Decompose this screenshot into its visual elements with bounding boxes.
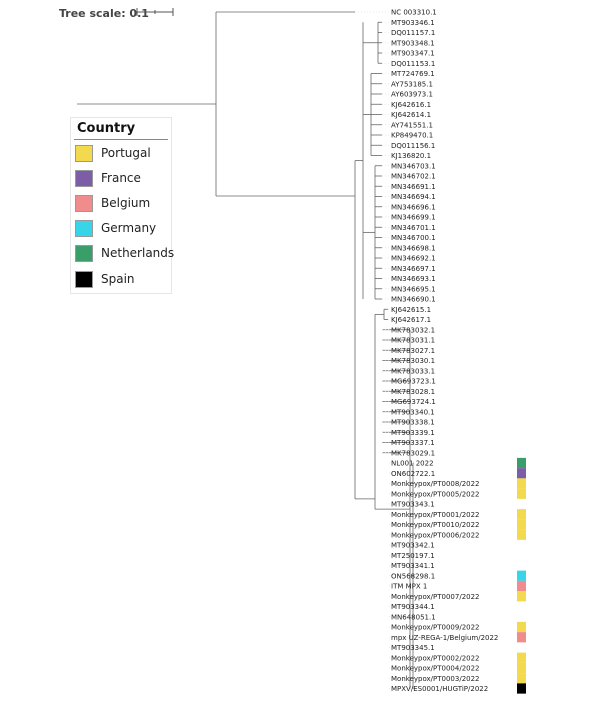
leaf-label: MN346693.1: [391, 275, 436, 283]
country-strip-cell: [517, 673, 526, 683]
legend-label-germany: Germany: [101, 221, 157, 235]
leaf-label: KJ642616.1: [391, 100, 432, 109]
leaf-label: MN346701.1: [391, 223, 436, 232]
legend-label-netherlands: Netherlands: [101, 246, 175, 260]
leaf-label: MN346699.1: [391, 213, 436, 222]
leaf-label: AY603973.1: [391, 90, 433, 99]
legend-divider: [74, 139, 168, 140]
leaf-label: MK783033.1: [391, 367, 436, 376]
leaf-label: DQ011153.1: [391, 59, 436, 68]
country-strip-cell: [517, 683, 526, 693]
legend-item-france: [75, 170, 171, 189]
leaf-label: MN346696.1: [391, 203, 436, 212]
country-strip-cell: [517, 622, 526, 632]
leaf-label: MG693724.1: [391, 398, 436, 406]
leaf-label: MT903346.1: [391, 18, 435, 27]
leaf-label: Monkeypox/PT0007/2022: [391, 592, 480, 601]
leaf-label: MT903340.1: [391, 408, 435, 417]
leaf-label: Monkeypox/PT0005/2022: [391, 490, 480, 499]
leaf-label: MK783029.1: [391, 449, 436, 458]
leaf-label: Monkeypox/PT0008/2022: [391, 480, 480, 488]
leaf-label: Monkeypox/PT0006/2022: [391, 531, 480, 540]
legend-label-spain: Spain: [101, 272, 135, 286]
leaf-label: MK783027.1: [391, 346, 436, 355]
leaf-label: mpx UZ-REGA-1/Belgium/2022: [391, 633, 499, 642]
leaf-label: MT903343.1: [391, 500, 435, 509]
leaf-label: MN346691.1: [391, 182, 436, 191]
legend-title: Country: [77, 121, 136, 136]
leaf-label: MN346702.1: [391, 172, 436, 181]
legend-swatch-portugal: [75, 145, 93, 162]
leaf-label: MG693723.1: [391, 377, 436, 386]
leaf-label: MT903348.1: [391, 39, 435, 48]
country-strip-cell: [517, 468, 526, 478]
leaf-label: Monkeypox/PT0004/2022: [391, 664, 480, 673]
leaf-label: MN346698.1: [391, 244, 436, 253]
leaf-label: MK783030.1: [391, 357, 436, 365]
leaf-label: MN346703.1: [391, 162, 436, 171]
leaf-label: MN648051.1: [391, 613, 436, 622]
leaf-labels: [391, 9, 498, 694]
leaf-label: DQ011157.1: [391, 29, 436, 37]
legend-label-france: France: [101, 171, 141, 185]
country-strip-cell: [517, 653, 526, 663]
leaf-label: MN346700.1: [391, 234, 436, 242]
leaf-label: MT903338.1: [391, 418, 435, 427]
legend-item-germany: [75, 220, 171, 239]
leaf-label: KJ642615.1: [391, 305, 432, 314]
country-strip-cell: [517, 581, 526, 591]
leaf-label: MK783028.1: [391, 387, 436, 396]
leaf-label: MN346695.1: [391, 285, 436, 294]
leaf-label: MT903342.1: [391, 541, 435, 550]
country-strip-cell: [517, 509, 526, 519]
legend-label-belgium: Belgium: [101, 196, 151, 210]
leaf-label: MT250197.1: [391, 551, 435, 560]
country-strip-cell: [517, 663, 526, 673]
tree-scale-label: Tree scale: 0.1: [59, 7, 149, 20]
leaf-label: ON602722.1: [391, 469, 436, 478]
leaf-label: MN346694.1: [391, 193, 436, 201]
leaf-label: KJ136820.1: [391, 152, 432, 160]
leaf-label: NL001 2022: [391, 459, 434, 468]
leaf-label: KP849470.1: [391, 131, 434, 140]
leaf-label: ON568298.1: [391, 572, 436, 581]
legend-item-belgium: [75, 195, 171, 214]
leaf-label: MK783032.1: [391, 326, 436, 335]
legend-swatch-netherlands: [75, 245, 93, 262]
legend-item-netherlands: [75, 245, 175, 264]
leaf-label: MPXV/ES0001/HUGTiP/2022: [391, 685, 489, 693]
legend-swatch-germany: [75, 220, 93, 237]
country-strip-cell: [517, 478, 526, 488]
leaf-label: Monkeypox/PT0003/2022: [391, 674, 480, 683]
leaf-label: KJ642614.1: [391, 111, 432, 119]
country-strip-cell: [517, 530, 526, 540]
leaf-label: MT903339.1: [391, 428, 435, 437]
leaf-label: KJ642617.1: [391, 316, 432, 324]
country-strip-cell: [517, 458, 526, 468]
leaf-label: ITM MPX 1: [391, 582, 428, 591]
legend-swatch-france: [75, 170, 93, 187]
country-strip-cell: [517, 571, 526, 581]
leaf-label: Monkeypox/PT0001/2022: [391, 510, 480, 519]
tree-branches: [77, 12, 414, 689]
country-strip-cell: [517, 591, 526, 601]
legend-item-portugal: [75, 145, 171, 164]
country-legend: [70, 117, 175, 294]
leaf-label: MT903337.1: [391, 439, 435, 447]
leaf-label: NC 003310.1: [391, 8, 437, 17]
leaf-label: Monkeypox/PT0002/2022: [391, 654, 480, 663]
leaf-label: MN346697.1: [391, 264, 436, 273]
legend-item-spain: [75, 271, 171, 290]
leaf-label: MT903347.1: [391, 49, 435, 58]
leaf-label: AY753185.1: [391, 80, 433, 89]
legend-swatch-spain: [75, 271, 93, 288]
legend-label-portugal: Portugal: [101, 146, 151, 160]
legend-swatch-belgium: [75, 195, 93, 212]
country-color-strip: [517, 458, 526, 694]
leaf-label: MN346692.1: [391, 254, 436, 263]
leaf-label: Monkeypox/PT0009/2022: [391, 623, 480, 632]
leaf-label: MT903341.1: [391, 562, 435, 570]
leaf-label: MK783031.1: [391, 336, 436, 345]
leaf-label: AY741551.1: [391, 121, 433, 130]
country-strip-cell: [517, 519, 526, 529]
leaf-label: MT724769.1: [391, 70, 435, 78]
leaf-label: MN346690.1: [391, 295, 436, 304]
leaf-label: DQ011156.1: [391, 141, 436, 150]
leaf-label: Monkeypox/PT0010/2022: [391, 521, 480, 529]
country-strip-cell: [517, 489, 526, 499]
country-strip-cell: [517, 632, 526, 642]
leaf-label: MT903344.1: [391, 603, 435, 611]
leaf-label: MT903345.1: [391, 644, 435, 652]
